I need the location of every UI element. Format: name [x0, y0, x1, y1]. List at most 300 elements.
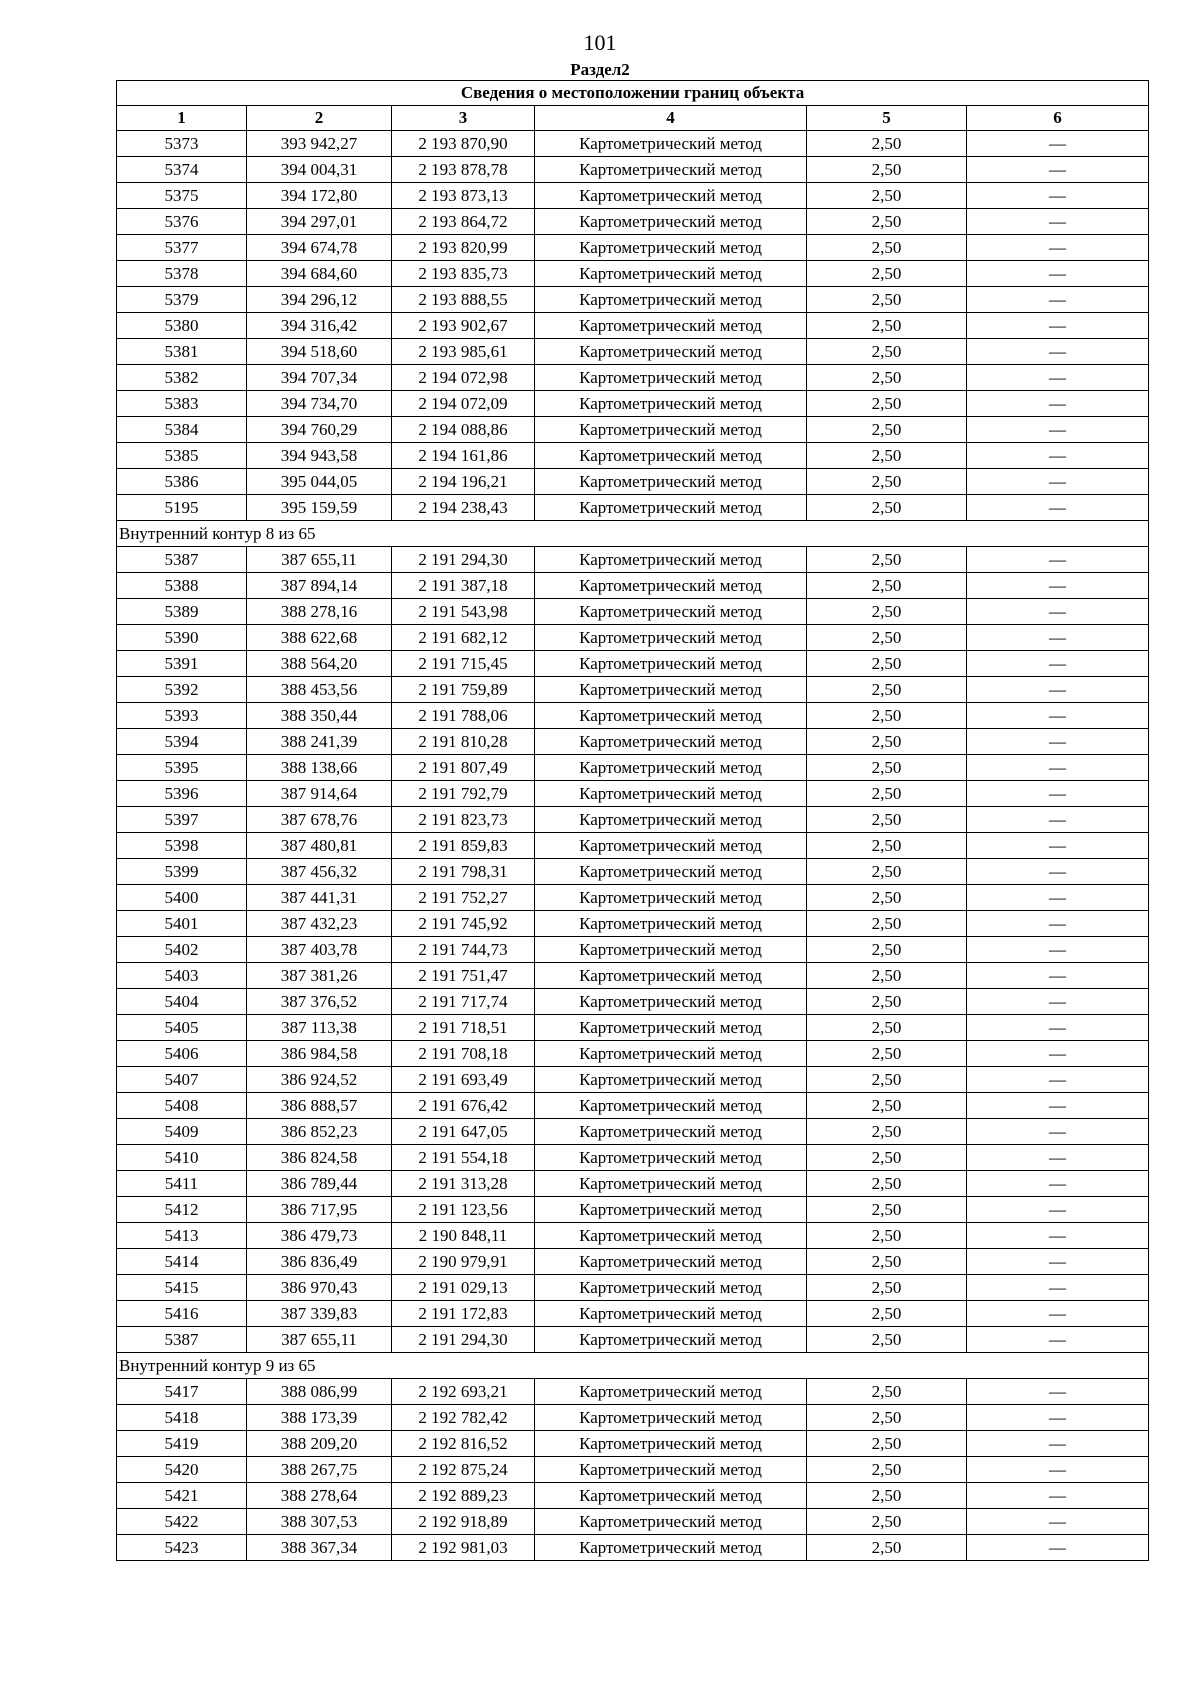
- point-number-cell: 5415: [117, 1275, 247, 1301]
- y-coordinate-cell: 2 191 792,79: [392, 781, 535, 807]
- table-row: [117, 365, 1149, 391]
- y-coordinate-cell: 2 193 888,55: [392, 287, 535, 313]
- note-cell: —: [967, 729, 1149, 755]
- x-coordinate-cell: 394 297,01: [247, 209, 392, 235]
- x-coordinate-cell: 387 432,23: [247, 911, 392, 937]
- x-coordinate-cell: 386 888,57: [247, 1093, 392, 1119]
- accuracy-cell: 2,50: [807, 755, 967, 781]
- table-row: [117, 1067, 1149, 1093]
- x-coordinate-cell: 386 836,49: [247, 1249, 392, 1275]
- method-cell: Картометрический метод: [535, 417, 807, 443]
- accuracy-cell: 2,50: [807, 1223, 967, 1249]
- accuracy-cell: 2,50: [807, 859, 967, 885]
- table-row: [117, 131, 1149, 157]
- x-coordinate-cell: 394 760,29: [247, 417, 392, 443]
- accuracy-cell: 2,50: [807, 287, 967, 313]
- table-row: [117, 235, 1149, 261]
- x-coordinate-cell: 387 441,31: [247, 885, 392, 911]
- table-row: [117, 1535, 1149, 1561]
- column-header: 6: [967, 106, 1149, 131]
- y-coordinate-cell: 2 193 902,67: [392, 313, 535, 339]
- point-number-cell: 5375: [117, 183, 247, 209]
- point-number-cell: 5390: [117, 625, 247, 651]
- y-coordinate-cell: 2 193 985,61: [392, 339, 535, 365]
- accuracy-cell: 2,50: [807, 443, 967, 469]
- table-row: [117, 209, 1149, 235]
- y-coordinate-cell: 2 192 918,89: [392, 1509, 535, 1535]
- method-cell: Картометрический метод: [535, 1249, 807, 1275]
- point-number-cell: 5400: [117, 885, 247, 911]
- x-coordinate-cell: 387 655,11: [247, 547, 392, 573]
- note-cell: —: [967, 625, 1149, 651]
- table-row: [117, 1119, 1149, 1145]
- y-coordinate-cell: 2 192 816,52: [392, 1431, 535, 1457]
- table-row: [117, 1405, 1149, 1431]
- note-cell: —: [967, 261, 1149, 287]
- method-cell: Картометрический метод: [535, 807, 807, 833]
- accuracy-cell: 2,50: [807, 1145, 967, 1171]
- x-coordinate-cell: 387 456,32: [247, 859, 392, 885]
- point-number-cell: 5414: [117, 1249, 247, 1275]
- note-cell: —: [967, 235, 1149, 261]
- y-coordinate-cell: 2 193 835,73: [392, 261, 535, 287]
- accuracy-cell: 2,50: [807, 1457, 967, 1483]
- note-cell: —: [967, 365, 1149, 391]
- note-cell: —: [967, 807, 1149, 833]
- y-coordinate-cell: 2 193 864,72: [392, 209, 535, 235]
- x-coordinate-cell: 394 316,42: [247, 313, 392, 339]
- accuracy-cell: 2,50: [807, 625, 967, 651]
- table-row: [117, 989, 1149, 1015]
- point-number-cell: 5380: [117, 313, 247, 339]
- y-coordinate-cell: 2 192 875,24: [392, 1457, 535, 1483]
- note-cell: —: [967, 391, 1149, 417]
- accuracy-cell: 2,50: [807, 1509, 967, 1535]
- point-number-cell: 5385: [117, 443, 247, 469]
- point-number-cell: 5421: [117, 1483, 247, 1509]
- note-cell: —: [967, 469, 1149, 495]
- y-coordinate-cell: 2 192 889,23: [392, 1483, 535, 1509]
- column-header: 3: [392, 106, 535, 131]
- point-number-cell: 5392: [117, 677, 247, 703]
- x-coordinate-cell: 395 159,59: [247, 495, 392, 521]
- method-cell: Картометрический метод: [535, 1145, 807, 1171]
- table-row: [117, 287, 1149, 313]
- point-number-cell: 5382: [117, 365, 247, 391]
- contour-heading-row: [117, 1353, 1149, 1379]
- table-row: [117, 703, 1149, 729]
- table-row: [117, 339, 1149, 365]
- y-coordinate-cell: 2 190 848,11: [392, 1223, 535, 1249]
- accuracy-cell: 2,50: [807, 1119, 967, 1145]
- accuracy-cell: 2,50: [807, 157, 967, 183]
- point-number-cell: 5393: [117, 703, 247, 729]
- point-number-cell: 5377: [117, 235, 247, 261]
- note-cell: —: [967, 339, 1149, 365]
- y-coordinate-cell: 2 190 979,91: [392, 1249, 535, 1275]
- note-cell: —: [967, 1171, 1149, 1197]
- method-cell: Картометрический метод: [535, 1301, 807, 1327]
- accuracy-cell: 2,50: [807, 1379, 967, 1405]
- note-cell: —: [967, 547, 1149, 573]
- accuracy-cell: 2,50: [807, 1015, 967, 1041]
- y-coordinate-cell: 2 191 717,74: [392, 989, 535, 1015]
- method-cell: Картометрический метод: [535, 1171, 807, 1197]
- x-coordinate-cell: 386 984,58: [247, 1041, 392, 1067]
- point-number-cell: 5399: [117, 859, 247, 885]
- note-cell: —: [967, 937, 1149, 963]
- note-cell: —: [967, 1067, 1149, 1093]
- point-number-cell: 5408: [117, 1093, 247, 1119]
- note-cell: —: [967, 963, 1149, 989]
- table-row: [117, 469, 1149, 495]
- accuracy-cell: 2,50: [807, 1327, 967, 1353]
- y-coordinate-cell: 2 191 718,51: [392, 1015, 535, 1041]
- note-cell: —: [967, 1405, 1149, 1431]
- y-coordinate-cell: 2 191 715,45: [392, 651, 535, 677]
- table-row: [117, 573, 1149, 599]
- point-number-cell: 5195: [117, 495, 247, 521]
- method-cell: Картометрический метод: [535, 729, 807, 755]
- method-cell: Картометрический метод: [535, 1041, 807, 1067]
- note-cell: —: [967, 1457, 1149, 1483]
- accuracy-cell: 2,50: [807, 391, 967, 417]
- note-cell: —: [967, 157, 1149, 183]
- accuracy-cell: 2,50: [807, 1041, 967, 1067]
- note-cell: —: [967, 1327, 1149, 1353]
- x-coordinate-cell: 388 278,16: [247, 599, 392, 625]
- x-coordinate-cell: 394 172,80: [247, 183, 392, 209]
- x-coordinate-cell: 387 914,64: [247, 781, 392, 807]
- column-header: 5: [807, 106, 967, 131]
- note-cell: —: [967, 131, 1149, 157]
- accuracy-cell: 2,50: [807, 547, 967, 573]
- table-row: [117, 1249, 1149, 1275]
- point-number-cell: 5423: [117, 1535, 247, 1561]
- x-coordinate-cell: 387 655,11: [247, 1327, 392, 1353]
- point-number-cell: 5395: [117, 755, 247, 781]
- method-cell: Картометрический метод: [535, 1431, 807, 1457]
- table-header-row: [117, 106, 1149, 131]
- method-cell: Картометрический метод: [535, 443, 807, 469]
- method-cell: Картометрический метод: [535, 859, 807, 885]
- point-number-cell: 5383: [117, 391, 247, 417]
- method-cell: Картометрический метод: [535, 131, 807, 157]
- note-cell: —: [967, 287, 1149, 313]
- method-cell: Картометрический метод: [535, 391, 807, 417]
- y-coordinate-cell: 2 194 238,43: [392, 495, 535, 521]
- x-coordinate-cell: 395 044,05: [247, 469, 392, 495]
- point-number-cell: 5389: [117, 599, 247, 625]
- y-coordinate-cell: 2 191 810,28: [392, 729, 535, 755]
- accuracy-cell: 2,50: [807, 261, 967, 287]
- method-cell: Картометрический метод: [535, 937, 807, 963]
- y-coordinate-cell: 2 193 878,78: [392, 157, 535, 183]
- note-cell: —: [967, 989, 1149, 1015]
- method-cell: Картометрический метод: [535, 911, 807, 937]
- y-coordinate-cell: 2 191 708,18: [392, 1041, 535, 1067]
- y-coordinate-cell: 2 192 981,03: [392, 1535, 535, 1561]
- y-coordinate-cell: 2 194 072,09: [392, 391, 535, 417]
- point-number-cell: 5407: [117, 1067, 247, 1093]
- method-cell: Картометрический метод: [535, 183, 807, 209]
- x-coordinate-cell: 388 453,56: [247, 677, 392, 703]
- note-cell: —: [967, 573, 1149, 599]
- accuracy-cell: 2,50: [807, 963, 967, 989]
- point-number-cell: 5420: [117, 1457, 247, 1483]
- y-coordinate-cell: 2 191 798,31: [392, 859, 535, 885]
- y-coordinate-cell: 2 191 387,18: [392, 573, 535, 599]
- y-coordinate-cell: 2 194 161,86: [392, 443, 535, 469]
- method-cell: Картометрический метод: [535, 1405, 807, 1431]
- y-coordinate-cell: 2 191 029,13: [392, 1275, 535, 1301]
- note-cell: —: [967, 781, 1149, 807]
- table-row: [117, 547, 1149, 573]
- point-number-cell: 5386: [117, 469, 247, 495]
- y-coordinate-cell: 2 191 647,05: [392, 1119, 535, 1145]
- point-number-cell: 5411: [117, 1171, 247, 1197]
- y-coordinate-cell: 2 191 294,30: [392, 547, 535, 573]
- contour-heading-row: [117, 521, 1149, 547]
- method-cell: Картометрический метод: [535, 209, 807, 235]
- point-number-cell: 5406: [117, 1041, 247, 1067]
- accuracy-cell: 2,50: [807, 989, 967, 1015]
- accuracy-cell: 2,50: [807, 1431, 967, 1457]
- note-cell: —: [967, 1119, 1149, 1145]
- y-coordinate-cell: 2 192 693,21: [392, 1379, 535, 1405]
- table-row: [117, 1379, 1149, 1405]
- table-row: [117, 1301, 1149, 1327]
- accuracy-cell: 2,50: [807, 911, 967, 937]
- accuracy-cell: 2,50: [807, 1301, 967, 1327]
- page-number: 101: [583, 30, 617, 55]
- column-header: 1: [117, 106, 247, 131]
- note-cell: —: [967, 833, 1149, 859]
- point-number-cell: 5398: [117, 833, 247, 859]
- table-row: [117, 781, 1149, 807]
- method-cell: Картометрический метод: [535, 963, 807, 989]
- table-row: [117, 963, 1149, 989]
- column-header: 4: [535, 106, 807, 131]
- note-cell: —: [967, 1197, 1149, 1223]
- table-row: [117, 1093, 1149, 1119]
- note-cell: —: [967, 1535, 1149, 1561]
- y-coordinate-cell: 2 191 313,28: [392, 1171, 535, 1197]
- method-cell: Картометрический метод: [535, 313, 807, 339]
- table-row: [117, 1327, 1149, 1353]
- x-coordinate-cell: 387 113,38: [247, 1015, 392, 1041]
- accuracy-cell: 2,50: [807, 495, 967, 521]
- table-row: [117, 1275, 1149, 1301]
- method-cell: Картометрический метод: [535, 547, 807, 573]
- x-coordinate-cell: 388 267,75: [247, 1457, 392, 1483]
- note-cell: —: [967, 443, 1149, 469]
- note-cell: —: [967, 755, 1149, 781]
- accuracy-cell: 2,50: [807, 1093, 967, 1119]
- table-row: [117, 495, 1149, 521]
- y-coordinate-cell: 2 191 752,27: [392, 885, 535, 911]
- table-row: [117, 157, 1149, 183]
- boundary-coordinates-table: [116, 80, 1149, 1561]
- method-cell: Картометрический метод: [535, 989, 807, 1015]
- point-number-cell: 5391: [117, 651, 247, 677]
- accuracy-cell: 2,50: [807, 1483, 967, 1509]
- table-row: [117, 443, 1149, 469]
- table-row: [117, 1431, 1149, 1457]
- note-cell: —: [967, 1223, 1149, 1249]
- point-number-cell: 5373: [117, 131, 247, 157]
- y-coordinate-cell: 2 191 859,83: [392, 833, 535, 859]
- method-cell: Картометрический метод: [535, 625, 807, 651]
- table-row: [117, 755, 1149, 781]
- note-cell: —: [967, 1275, 1149, 1301]
- accuracy-cell: 2,50: [807, 703, 967, 729]
- method-cell: Картометрический метод: [535, 677, 807, 703]
- note-cell: —: [967, 1301, 1149, 1327]
- point-number-cell: 5384: [117, 417, 247, 443]
- x-coordinate-cell: 388 350,44: [247, 703, 392, 729]
- table-row: [117, 885, 1149, 911]
- method-cell: Картометрический метод: [535, 1509, 807, 1535]
- point-number-cell: 5388: [117, 573, 247, 599]
- y-coordinate-cell: 2 191 682,12: [392, 625, 535, 651]
- accuracy-cell: 2,50: [807, 313, 967, 339]
- method-cell: Картометрический метод: [535, 1197, 807, 1223]
- accuracy-cell: 2,50: [807, 209, 967, 235]
- accuracy-cell: 2,50: [807, 1249, 967, 1275]
- method-cell: Картометрический метод: [535, 1015, 807, 1041]
- method-cell: Картометрический метод: [535, 1119, 807, 1145]
- table-row: [117, 313, 1149, 339]
- table-row: [117, 1509, 1149, 1535]
- x-coordinate-cell: 394 943,58: [247, 443, 392, 469]
- table-row: [117, 1145, 1149, 1171]
- note-cell: —: [967, 1509, 1149, 1535]
- y-coordinate-cell: 2 193 873,13: [392, 183, 535, 209]
- point-number-cell: 5378: [117, 261, 247, 287]
- y-coordinate-cell: 2 191 693,49: [392, 1067, 535, 1093]
- note-cell: —: [967, 1431, 1149, 1457]
- point-number-cell: 5409: [117, 1119, 247, 1145]
- x-coordinate-cell: 394 684,60: [247, 261, 392, 287]
- note-cell: —: [967, 599, 1149, 625]
- table-row: [117, 1041, 1149, 1067]
- point-number-cell: 5381: [117, 339, 247, 365]
- method-cell: Картометрический метод: [535, 261, 807, 287]
- note-cell: —: [967, 183, 1149, 209]
- point-number-cell: 5410: [117, 1145, 247, 1171]
- point-number-cell: 5404: [117, 989, 247, 1015]
- contour-heading: Внутренний контур 8 из 65: [117, 521, 1149, 547]
- method-cell: Картометрический метод: [535, 651, 807, 677]
- point-number-cell: 5417: [117, 1379, 247, 1405]
- method-cell: Картометрический метод: [535, 1535, 807, 1561]
- y-coordinate-cell: 2 194 088,86: [392, 417, 535, 443]
- x-coordinate-cell: 388 622,68: [247, 625, 392, 651]
- accuracy-cell: 2,50: [807, 183, 967, 209]
- point-number-cell: 5405: [117, 1015, 247, 1041]
- y-coordinate-cell: 2 193 870,90: [392, 131, 535, 157]
- table-row: [117, 261, 1149, 287]
- y-coordinate-cell: 2 191 823,73: [392, 807, 535, 833]
- column-header: 2: [247, 106, 392, 131]
- table-caption: Сведения о местоположении границ объекта: [117, 81, 1149, 106]
- point-number-cell: 5403: [117, 963, 247, 989]
- table-row: [117, 1197, 1149, 1223]
- note-cell: —: [967, 313, 1149, 339]
- note-cell: —: [967, 1145, 1149, 1171]
- method-cell: Картометрический метод: [535, 365, 807, 391]
- table-row: [117, 1483, 1149, 1509]
- x-coordinate-cell: 388 086,99: [247, 1379, 392, 1405]
- accuracy-cell: 2,50: [807, 937, 967, 963]
- x-coordinate-cell: 394 734,70: [247, 391, 392, 417]
- point-number-cell: 5379: [117, 287, 247, 313]
- x-coordinate-cell: 388 367,34: [247, 1535, 392, 1561]
- accuracy-cell: 2,50: [807, 573, 967, 599]
- table-row: [117, 911, 1149, 937]
- accuracy-cell: 2,50: [807, 599, 967, 625]
- y-coordinate-cell: 2 191 123,56: [392, 1197, 535, 1223]
- table-row: [117, 625, 1149, 651]
- method-cell: Картометрический метод: [535, 469, 807, 495]
- x-coordinate-cell: 386 852,23: [247, 1119, 392, 1145]
- accuracy-cell: 2,50: [807, 365, 967, 391]
- x-coordinate-cell: 394 296,12: [247, 287, 392, 313]
- point-number-cell: 5376: [117, 209, 247, 235]
- method-cell: Картометрический метод: [535, 599, 807, 625]
- table-body: [117, 81, 1149, 1561]
- y-coordinate-cell: 2 191 294,30: [392, 1327, 535, 1353]
- note-cell: —: [967, 1249, 1149, 1275]
- y-coordinate-cell: 2 191 807,49: [392, 755, 535, 781]
- point-number-cell: 5402: [117, 937, 247, 963]
- x-coordinate-cell: 386 479,73: [247, 1223, 392, 1249]
- point-number-cell: 5422: [117, 1509, 247, 1535]
- method-cell: Картометрический метод: [535, 1327, 807, 1353]
- note-cell: —: [967, 703, 1149, 729]
- accuracy-cell: 2,50: [807, 469, 967, 495]
- x-coordinate-cell: 387 381,26: [247, 963, 392, 989]
- x-coordinate-cell: 394 707,34: [247, 365, 392, 391]
- table-row: [117, 937, 1149, 963]
- method-cell: Картометрический метод: [535, 1379, 807, 1405]
- y-coordinate-cell: 2 193 820,99: [392, 235, 535, 261]
- table-row: [117, 807, 1149, 833]
- table-row: [117, 833, 1149, 859]
- note-cell: —: [967, 1041, 1149, 1067]
- x-coordinate-cell: 388 173,39: [247, 1405, 392, 1431]
- accuracy-cell: 2,50: [807, 677, 967, 703]
- y-coordinate-cell: 2 191 751,47: [392, 963, 535, 989]
- point-number-cell: 5397: [117, 807, 247, 833]
- method-cell: Картометрический метод: [535, 287, 807, 313]
- note-cell: —: [967, 209, 1149, 235]
- x-coordinate-cell: 388 307,53: [247, 1509, 392, 1535]
- table-row: [117, 599, 1149, 625]
- x-coordinate-cell: 394 004,31: [247, 157, 392, 183]
- method-cell: Картометрический метод: [535, 495, 807, 521]
- table-row: [117, 1015, 1149, 1041]
- method-cell: Картометрический метод: [535, 885, 807, 911]
- method-cell: Картометрический метод: [535, 703, 807, 729]
- method-cell: Картометрический метод: [535, 1093, 807, 1119]
- y-coordinate-cell: 2 192 782,42: [392, 1405, 535, 1431]
- table-row: [117, 729, 1149, 755]
- y-coordinate-cell: 2 191 744,73: [392, 937, 535, 963]
- accuracy-cell: 2,50: [807, 807, 967, 833]
- method-cell: Картометрический метод: [535, 339, 807, 365]
